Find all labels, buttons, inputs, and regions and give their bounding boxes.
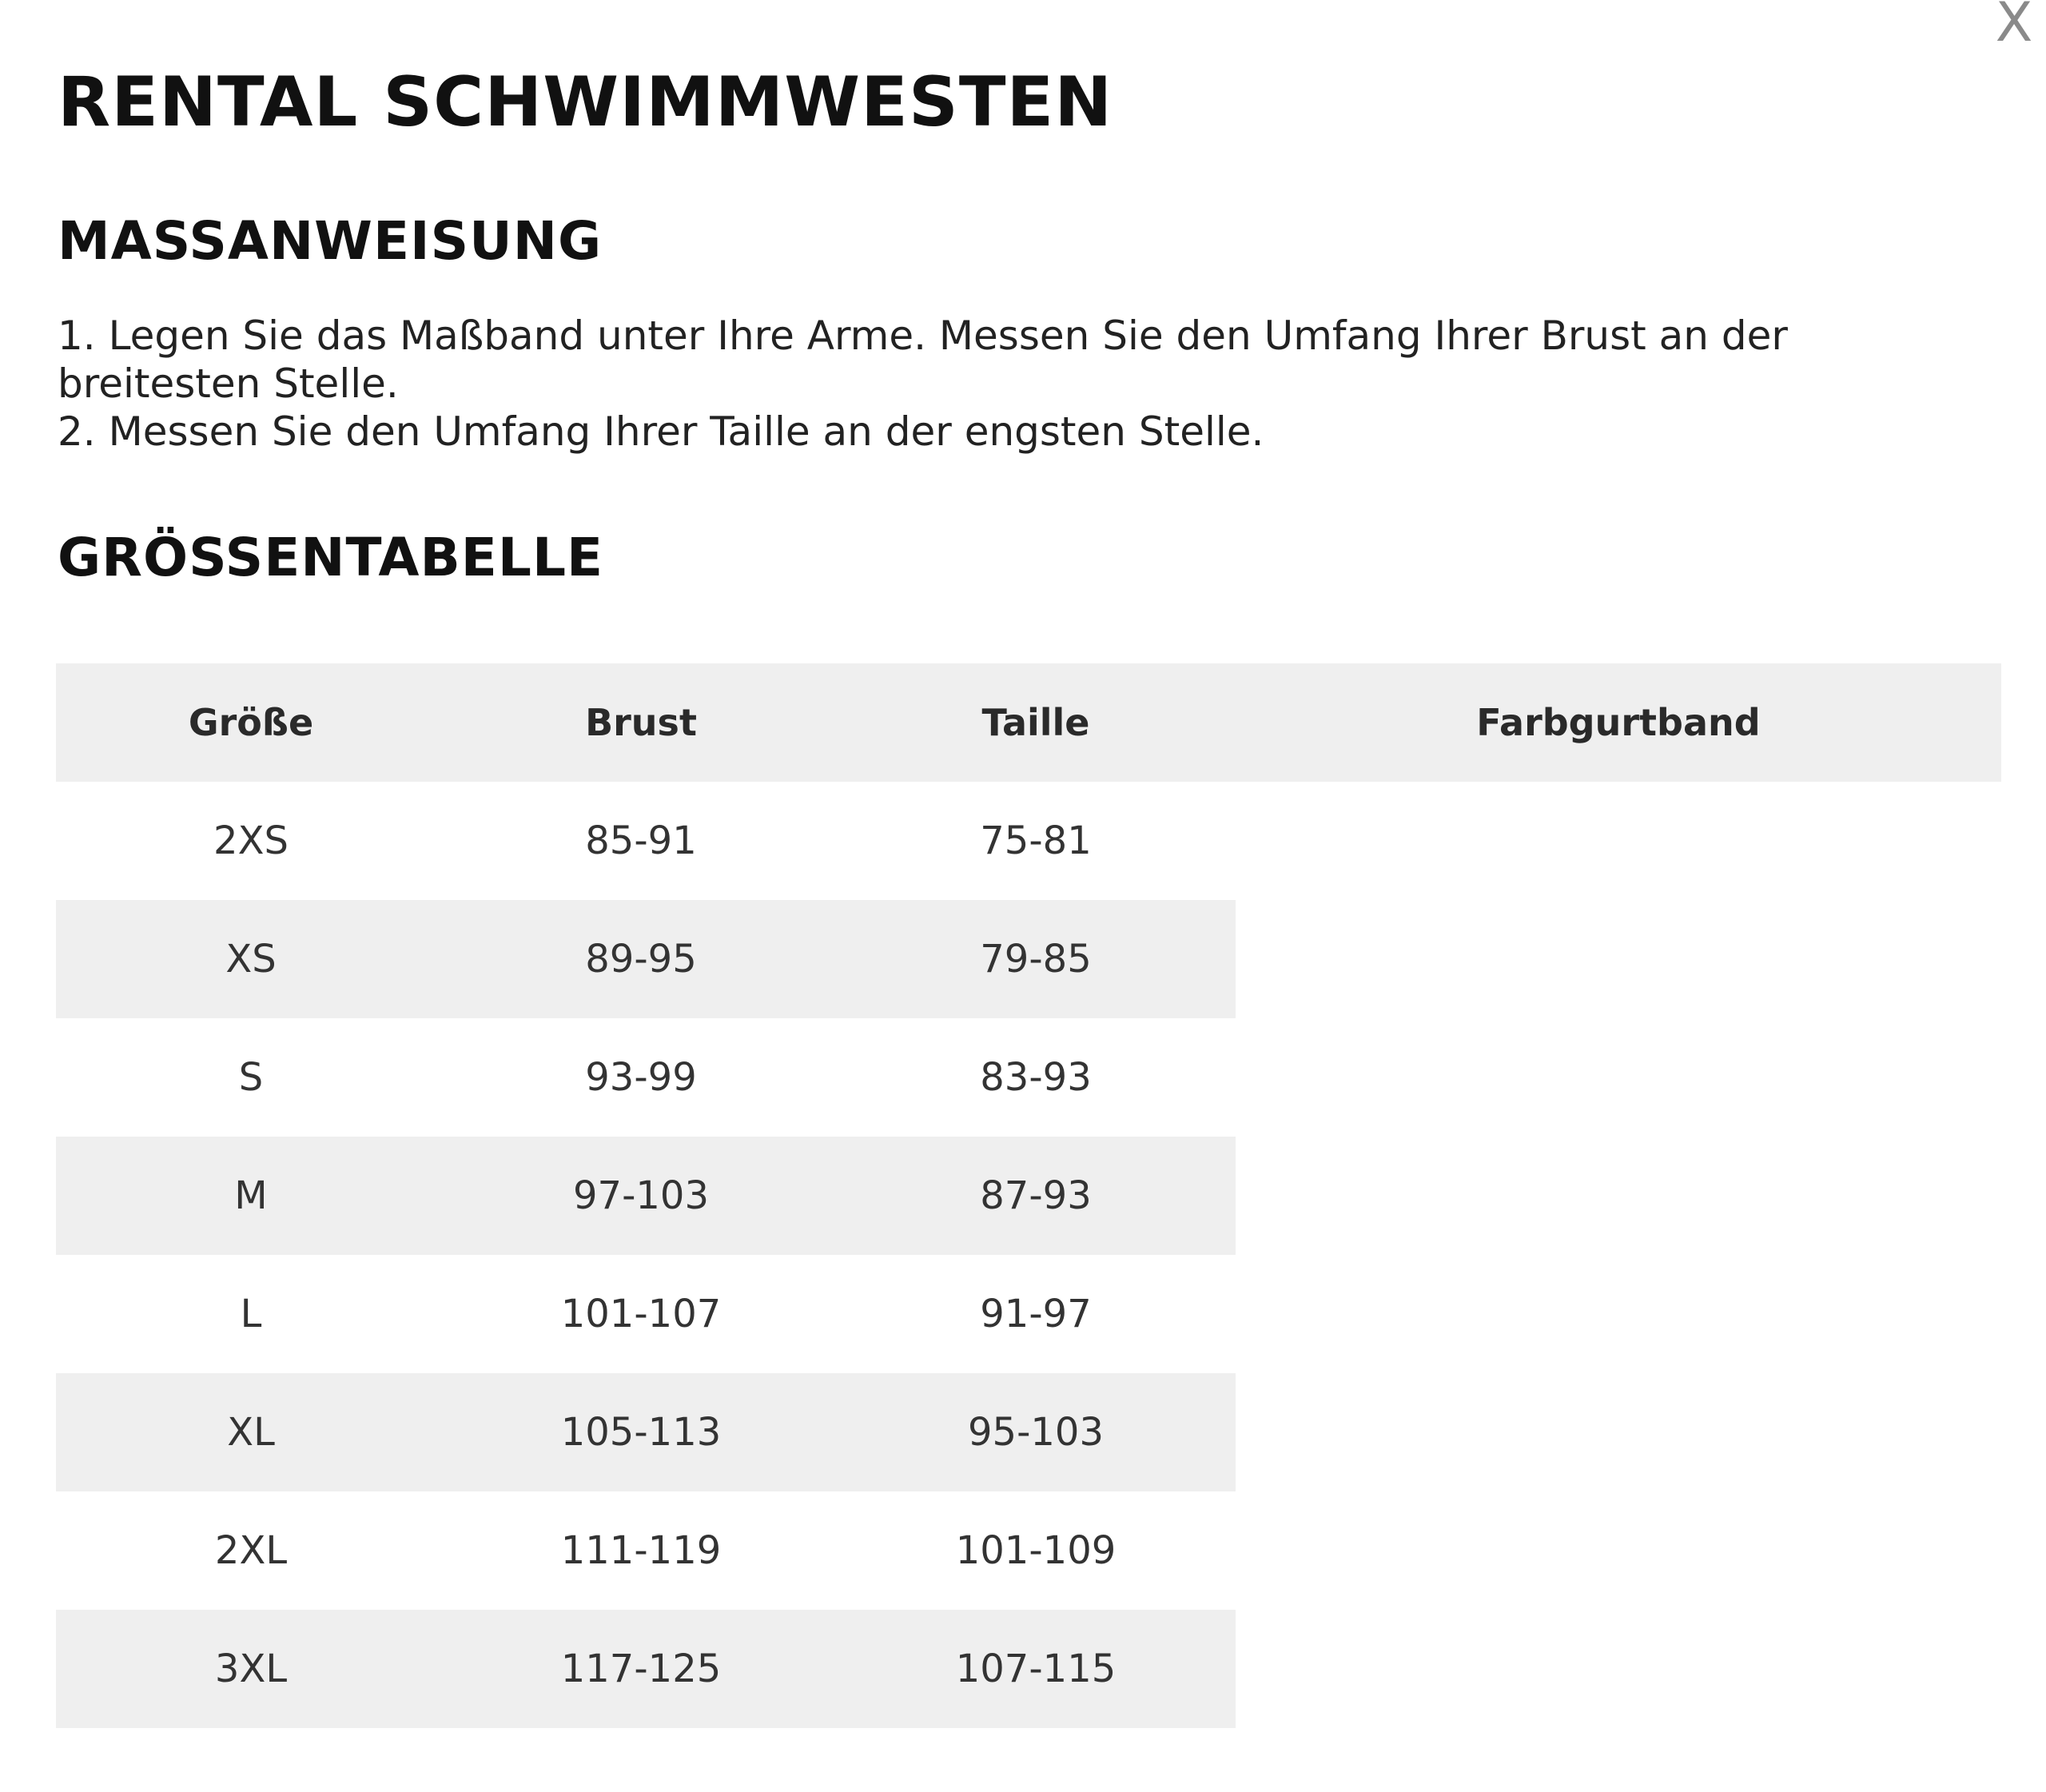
size-cell: 2XL: [56, 1491, 446, 1610]
waist-cell: 91-97: [836, 1255, 1236, 1373]
table-header-row: [56, 663, 2001, 782]
table-row: [56, 782, 2001, 900]
waist-cell: 95-103: [836, 1373, 1236, 1491]
chest-cell: 117-125: [446, 1610, 836, 1728]
size-cell: S: [56, 1018, 446, 1137]
chest-cell: 105-113: [446, 1373, 836, 1491]
table-row: [56, 1255, 2001, 1373]
chest-cell: 111-119: [446, 1491, 836, 1610]
color-strap-cell: [1236, 1255, 2001, 1373]
chest-cell: 97-103: [446, 1137, 836, 1255]
measure-instructions: [58, 312, 1992, 456]
waist-cell: 87-93: [836, 1137, 1236, 1255]
color-strap-cell: [1236, 1610, 2001, 1728]
color-strap-cell: [1236, 1491, 2001, 1610]
close-button[interactable]: X: [1995, 0, 2033, 54]
table-row: [56, 900, 2001, 1018]
table-row: [56, 1373, 2001, 1491]
chest-cell: 101-107: [446, 1255, 836, 1373]
table-row: [56, 1491, 2001, 1610]
size-cell: XS: [56, 900, 446, 1018]
table-row: [56, 1610, 2001, 1728]
waist-cell: 107-115: [836, 1610, 1236, 1728]
column-header-chest: Brust: [446, 663, 836, 782]
size-cell: XL: [56, 1373, 446, 1491]
color-strap-cell: [1236, 1373, 2001, 1491]
waist-cell: 101-109: [836, 1491, 1236, 1610]
color-strap-cell: [1236, 1137, 2001, 1255]
column-header-size: Größe: [56, 663, 446, 782]
chest-cell: 89-95: [446, 900, 836, 1018]
chest-cell: 93-99: [446, 1018, 836, 1137]
size-table: [56, 663, 2001, 1728]
table-row: [56, 1137, 2001, 1255]
color-strap-cell: [1236, 900, 2001, 1018]
page-title: RENTAL SCHWIMMWESTEN: [58, 62, 1113, 142]
instruction-line: 2. Messen Sie den Umfang Ihrer Taille an der engsten Stelle.: [58, 408, 1264, 455]
waist-cell: 79-85: [836, 900, 1236, 1018]
chest-cell: 85-91: [446, 782, 836, 900]
size-cell: 2XS: [56, 782, 446, 900]
size-cell: L: [56, 1255, 446, 1373]
color-strap-cell: [1236, 1018, 2001, 1137]
waist-cell: 75-81: [836, 782, 1236, 900]
size-cell: M: [56, 1137, 446, 1255]
size-table-heading: GRÖSSENTABELLE: [58, 527, 604, 588]
measure-heading: MASSANWEISUNG: [58, 210, 603, 272]
color-strap-cell: [1236, 782, 2001, 900]
waist-cell: 83-93: [836, 1018, 1236, 1137]
size-cell: 3XL: [56, 1610, 446, 1728]
table-row: [56, 1018, 2001, 1137]
column-header-color-strap: Farbgurtband: [1236, 663, 2001, 782]
instruction-line: 1. Legen Sie das Maßband unter Ihre Arme. Messen Sie den Umfang Ihrer Brust an der breitesten Stelle.: [58, 313, 1788, 407]
column-header-waist: Taille: [836, 663, 1236, 782]
